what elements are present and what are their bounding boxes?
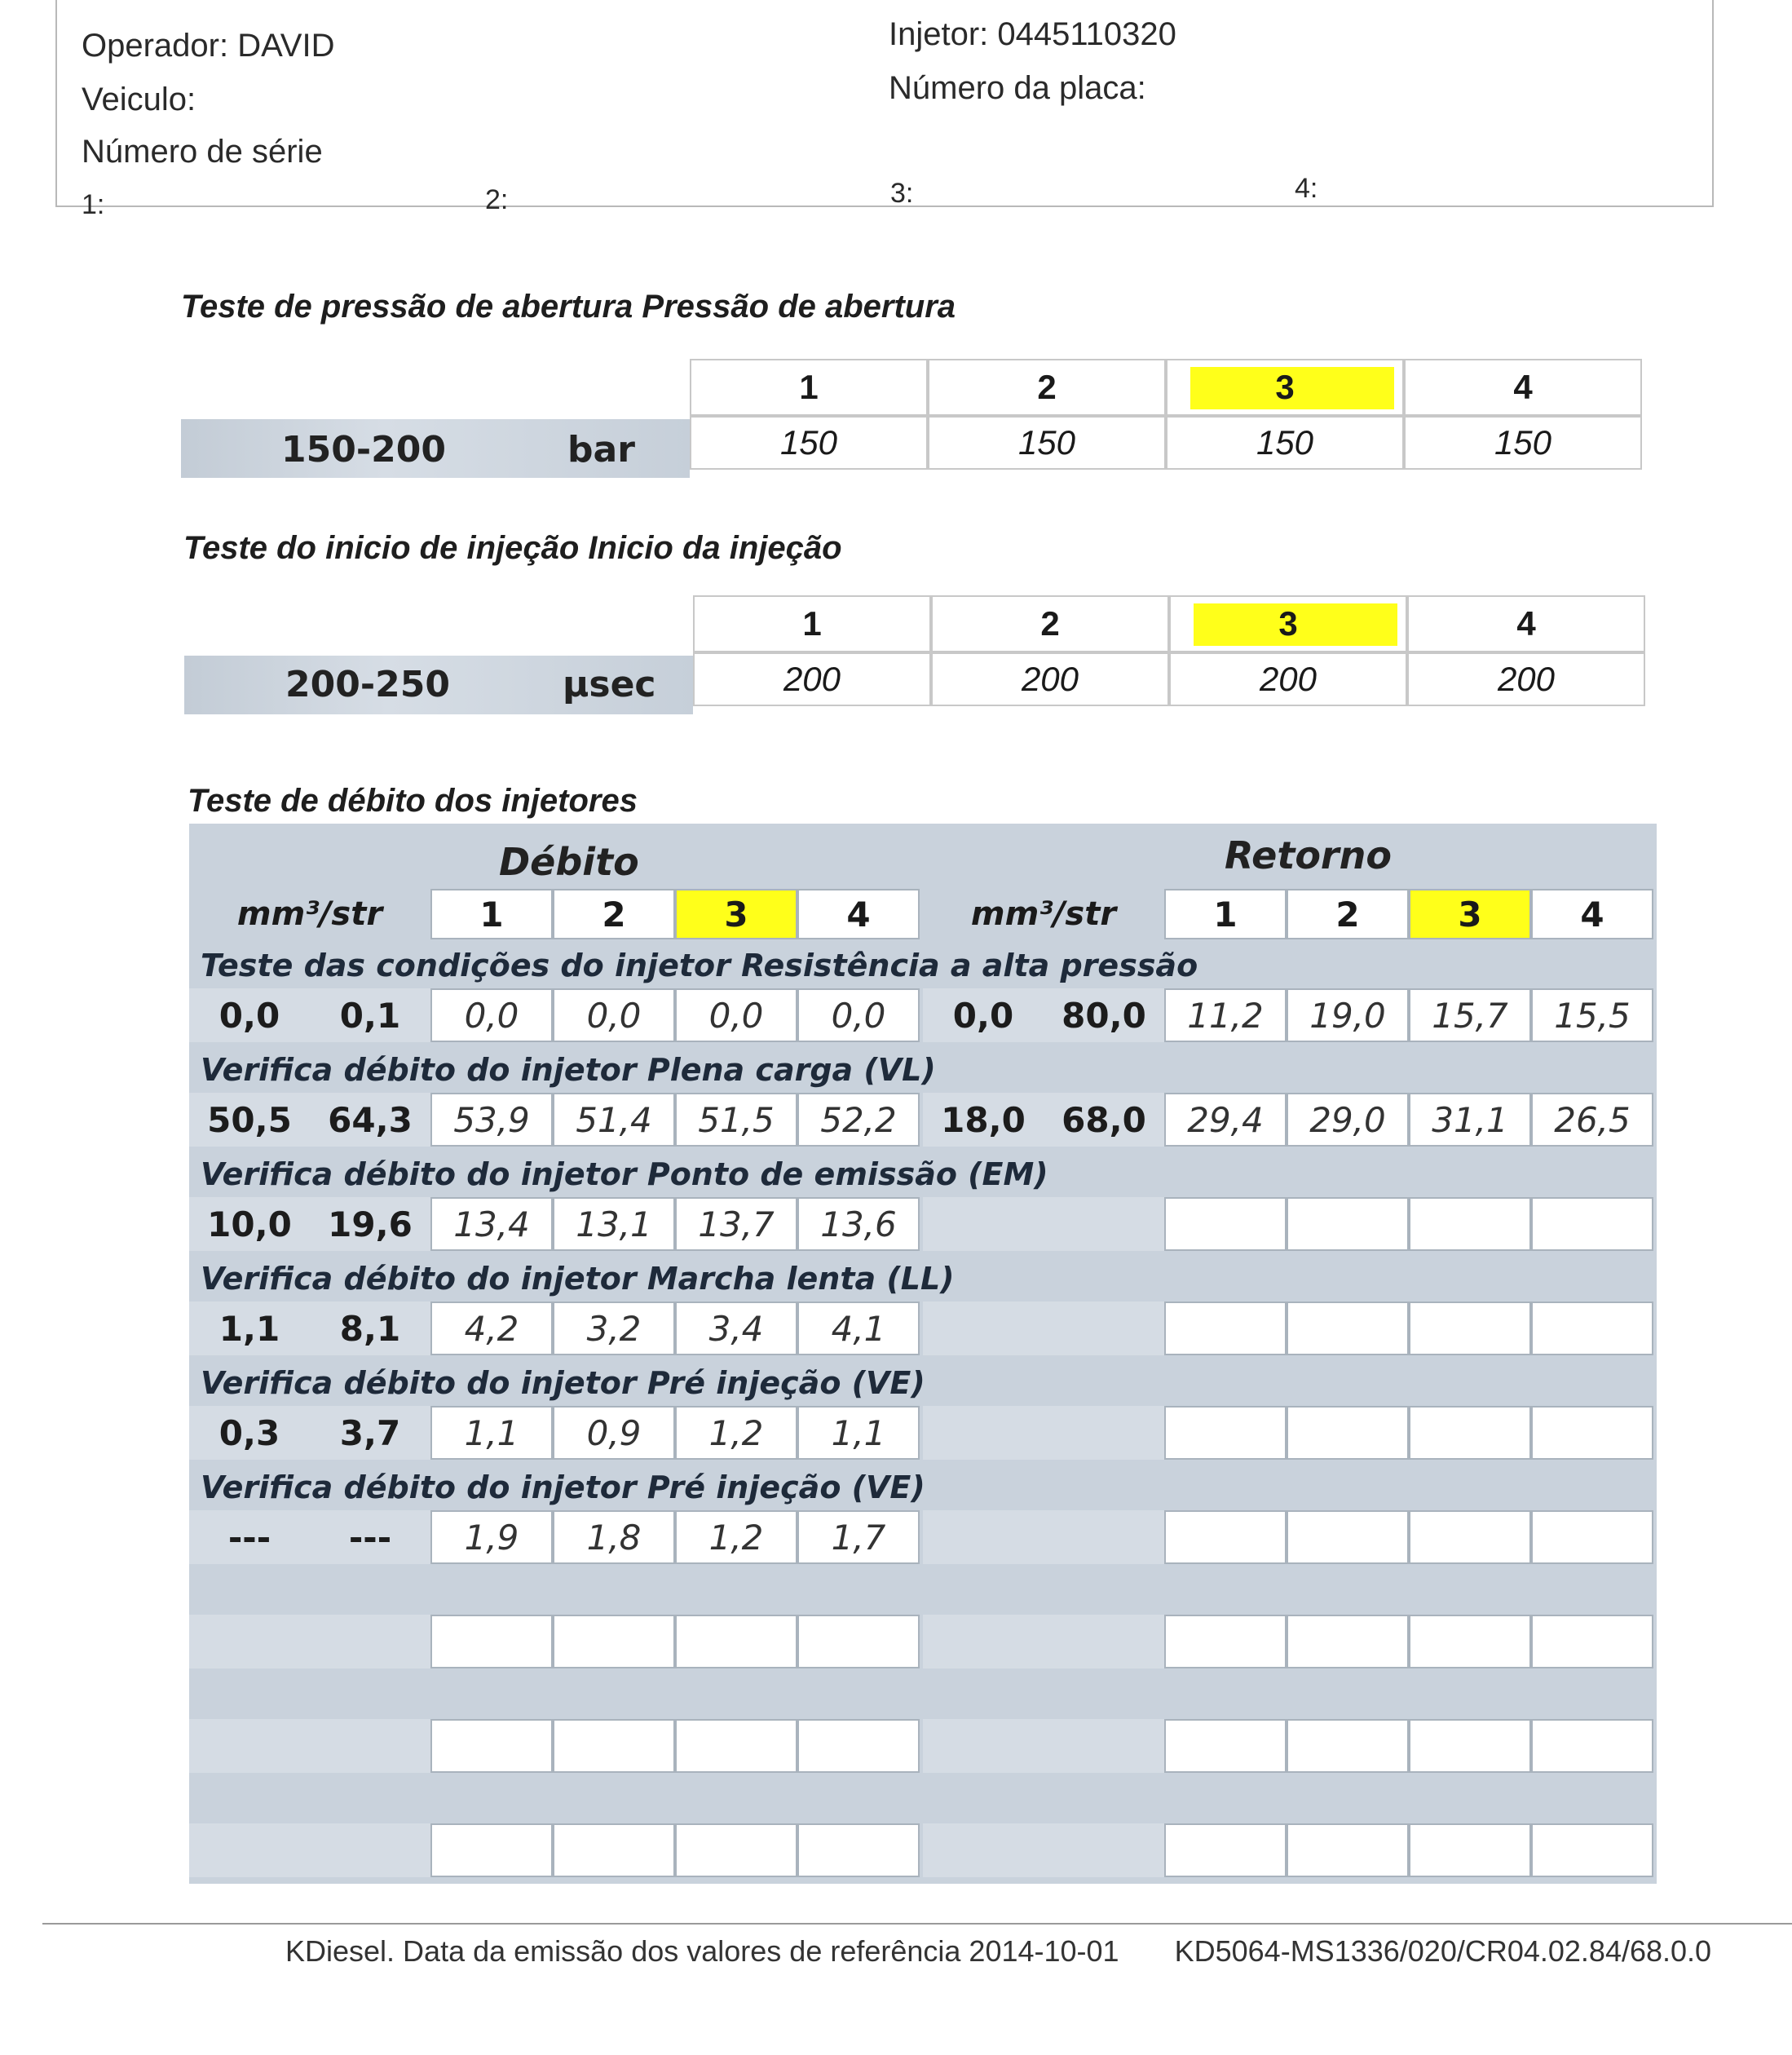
- retorno-value-cell: [1287, 1823, 1409, 1877]
- debito-ref-cell: 0,1: [310, 988, 430, 1042]
- injection_start-value-1: 200: [693, 652, 931, 706]
- debito-ref-cell: 19,6: [310, 1197, 430, 1251]
- retorno-value-cell: [1164, 1302, 1287, 1355]
- debito-value-cell: 4,1: [797, 1302, 920, 1355]
- opening_pressure-col-3: 3: [1166, 359, 1404, 416]
- retorno-ref-cell: [923, 1406, 1044, 1460]
- debito-value-cell: 13,7: [675, 1197, 797, 1251]
- retorno-ref-cell: [1044, 1510, 1164, 1564]
- debito-value-cell: 1,7: [797, 1510, 920, 1564]
- debito-ref-cell: 0,0: [189, 988, 310, 1042]
- flow-row-label: Verifica débito do injetor Marcha lenta (LL): [201, 1261, 955, 1297]
- retorno-ref-cell: [1044, 1302, 1164, 1355]
- debito-col-1: 1: [430, 889, 553, 939]
- opening-pressure-title: Teste de pressão de abertura Pressão de abertura: [181, 289, 956, 325]
- injection_start-value-2: 200: [931, 652, 1169, 706]
- debito-value-cell: [430, 1719, 553, 1773]
- debito-value-cell: 13,6: [797, 1197, 920, 1251]
- debito-value-cell: 1,8: [553, 1510, 675, 1564]
- debito-value-cell: [675, 1615, 797, 1668]
- debito-unit: mm³/str: [236, 895, 383, 933]
- footer-code: KD5064-MS1336/020/CR04.02.84/68.0.0: [1174, 1934, 1712, 1968]
- opening_pressure-value-1: 150: [690, 416, 928, 470]
- debito-value-cell: 52,2: [797, 1093, 920, 1147]
- flow-row-label: Verifica débito do injetor Pré injeção (VE): [201, 1365, 925, 1401]
- opening-pressure-range: 150-200: [281, 429, 446, 471]
- debito-ref-cell: 8,1: [310, 1302, 430, 1355]
- debito-value-cell: 0,0: [430, 988, 553, 1042]
- debito-ref-cell: 64,3: [310, 1093, 430, 1147]
- debito-value-cell: 13,4: [430, 1197, 553, 1251]
- retorno-value-cell: [1287, 1615, 1409, 1668]
- serial-slot-1: 1:: [82, 189, 105, 220]
- retorno-value-cell: [1164, 1615, 1287, 1668]
- retorno-value-cell: [1164, 1406, 1287, 1460]
- debito-value-cell: 3,2: [553, 1302, 675, 1355]
- retorno-ref-cell: 18,0: [923, 1093, 1044, 1147]
- retorno-col-1: 1: [1164, 889, 1287, 939]
- retorno-value-cell: [1287, 1302, 1409, 1355]
- debito-value-cell: [797, 1615, 920, 1668]
- debito-value-cell: 51,4: [553, 1093, 675, 1147]
- injection-start-unit: µsec: [563, 664, 656, 705]
- retorno-value-cell: 31,1: [1409, 1093, 1531, 1147]
- debito-value-cell: 53,9: [430, 1093, 553, 1147]
- retorno-ref-cell: 68,0: [1044, 1093, 1164, 1147]
- retorno-ref-cell: [923, 1823, 1044, 1877]
- retorno-value-cell: 19,0: [1287, 988, 1409, 1042]
- flow-row-label: Verifica débito do injetor Ponto de emissão (EM): [201, 1156, 1048, 1192]
- retorno-value-cell: [1531, 1302, 1653, 1355]
- retorno-ref-cell: [1044, 1615, 1164, 1668]
- injection_start-col-2: 2: [931, 595, 1169, 652]
- injection_start-col-4: 4: [1407, 595, 1645, 652]
- retorno-value-cell: [1531, 1823, 1653, 1877]
- debito-ref-cell: ---: [189, 1510, 310, 1564]
- retorno-value-cell: [1409, 1197, 1531, 1251]
- retorno-value-cell: 15,7: [1409, 988, 1531, 1042]
- retorno-value-cell: [1287, 1406, 1409, 1460]
- debito-value-cell: [553, 1719, 675, 1773]
- footer-text: KDiesel. Data da emissão dos valores de referência 2014-10-01: [285, 1934, 1119, 1968]
- flow-row-label: Teste das condições do injetor Resistência a alta pressão: [201, 948, 1198, 983]
- retorno-ref-cell: [923, 1615, 1044, 1668]
- debito-value-cell: [675, 1719, 797, 1773]
- debito-ref-cell: [189, 1719, 310, 1773]
- flow-row-label: Verifica débito do injetor Pré injeção (VE): [201, 1469, 925, 1505]
- debito-value-cell: 51,5: [675, 1093, 797, 1147]
- opening_pressure-value-4: 150: [1404, 416, 1642, 470]
- retorno-value-cell: [1287, 1197, 1409, 1251]
- retorno-col-2: 2: [1287, 889, 1409, 939]
- injection_start-col-1: 1: [693, 595, 931, 652]
- debito-value-cell: [797, 1719, 920, 1773]
- retorno-value-cell: [1409, 1510, 1531, 1564]
- serial-slot-4: 4:: [1295, 173, 1318, 204]
- serial-slot-3: 3:: [890, 178, 914, 209]
- injection_start-col-3: 3: [1169, 595, 1407, 652]
- opening_pressure-col-2: 2: [928, 359, 1166, 416]
- debito-col-2: 2: [553, 889, 675, 939]
- operator-text: Operador: DAVID: [82, 28, 335, 64]
- debito-ref-cell: [310, 1823, 430, 1877]
- retorno-value-cell: 29,4: [1164, 1093, 1287, 1147]
- flow-row-label: Verifica débito do injetor Plena carga (VL): [201, 1052, 936, 1088]
- debito-ref-cell: 10,0: [189, 1197, 310, 1251]
- debito-ref-cell: 50,5: [189, 1093, 310, 1147]
- retorno-value-cell: [1164, 1823, 1287, 1877]
- retorno-ref-cell: 0,0: [923, 988, 1044, 1042]
- plate-text: Número da placa:: [889, 70, 1146, 106]
- debito-ref-cell: [310, 1615, 430, 1668]
- retorno-ref-cell: [923, 1719, 1044, 1773]
- debito-value-cell: 1,1: [430, 1406, 553, 1460]
- retorno-value-cell: [1409, 1719, 1531, 1773]
- retorno-ref-cell: [1044, 1823, 1164, 1877]
- opening-pressure-unit: bar: [567, 429, 635, 471]
- retorno-value-cell: [1287, 1719, 1409, 1773]
- retorno-value-cell: [1531, 1406, 1653, 1460]
- retorno-ref-cell: [923, 1197, 1044, 1251]
- debito-ref-cell: [189, 1615, 310, 1668]
- retorno-value-cell: [1409, 1615, 1531, 1668]
- debito-ref-cell: 3,7: [310, 1406, 430, 1460]
- retorno-value-cell: [1164, 1719, 1287, 1773]
- debito-value-cell: 1,2: [675, 1510, 797, 1564]
- retorno-value-cell: [1531, 1197, 1653, 1251]
- injector-text: Injetor: 0445110320: [889, 16, 1176, 52]
- debito-value-cell: [553, 1823, 675, 1877]
- debito-ref-cell: 0,3: [189, 1406, 310, 1460]
- retorno-ref-cell: [923, 1510, 1044, 1564]
- debito-ref-cell: [189, 1823, 310, 1877]
- retorno-unit: mm³/str: [970, 895, 1117, 933]
- retorno-ref-cell: [923, 1302, 1044, 1355]
- injection-start-title: Teste do inicio de injeção Inicio da injeção: [183, 530, 842, 566]
- debito-value-cell: 13,1: [553, 1197, 675, 1251]
- injection-start-range: 200-250: [285, 664, 450, 705]
- debito-value-cell: 0,9: [553, 1406, 675, 1460]
- debito-value-cell: 0,0: [553, 988, 675, 1042]
- debito-value-cell: 1,1: [797, 1406, 920, 1460]
- debito-value-cell: [430, 1823, 553, 1877]
- opening_pressure-value-2: 150: [928, 416, 1166, 470]
- debito-value-cell: 0,0: [797, 988, 920, 1042]
- retorno-value-cell: [1531, 1510, 1653, 1564]
- footer-divider: [42, 1923, 1792, 1925]
- flow-test-title: Teste de débito dos injetores: [188, 783, 638, 819]
- debito-value-cell: 1,9: [430, 1510, 553, 1564]
- retorno-value-cell: [1287, 1510, 1409, 1564]
- opening_pressure-col-4: 4: [1404, 359, 1642, 416]
- vehicle-text: Veiculo:: [82, 82, 196, 117]
- retorno-ref-cell: [1044, 1719, 1164, 1773]
- debito-value-cell: 1,2: [675, 1406, 797, 1460]
- debito-value-cell: 0,0: [675, 988, 797, 1042]
- opening_pressure-value-3: 150: [1166, 416, 1404, 470]
- retorno-col-4: 4: [1531, 889, 1653, 939]
- debito-value-cell: [797, 1823, 920, 1877]
- retorno-ref-cell: [1044, 1197, 1164, 1251]
- debito-ref-cell: 1,1: [189, 1302, 310, 1355]
- debito-value-cell: 3,4: [675, 1302, 797, 1355]
- debito-value-cell: 4,2: [430, 1302, 553, 1355]
- retorno-ref-cell: [1044, 1406, 1164, 1460]
- debito-value-cell: [675, 1823, 797, 1877]
- retorno-group-label: Retorno: [1225, 833, 1392, 877]
- retorno-value-cell: 11,2: [1164, 988, 1287, 1042]
- debito-ref-cell: ---: [310, 1510, 430, 1564]
- flow-test-table: [189, 824, 1657, 1884]
- retorno-value-cell: [1531, 1615, 1653, 1668]
- debito-ref-cell: [310, 1719, 430, 1773]
- serial-slot-2: 2:: [485, 184, 509, 215]
- retorno-ref-cell: 80,0: [1044, 988, 1164, 1042]
- retorno-value-cell: [1409, 1406, 1531, 1460]
- retorno-value-cell: [1164, 1197, 1287, 1251]
- debito-value-cell: [430, 1615, 553, 1668]
- debito-value-cell: [553, 1615, 675, 1668]
- injection_start-value-4: 200: [1407, 652, 1645, 706]
- debito-group-label: Débito: [499, 840, 639, 884]
- retorno-value-cell: 29,0: [1287, 1093, 1409, 1147]
- retorno-value-cell: [1531, 1719, 1653, 1773]
- retorno-value-cell: [1409, 1823, 1531, 1877]
- debito-col-3: 3: [675, 889, 797, 939]
- serial-text: Número de série: [82, 134, 323, 170]
- footer: [285, 1934, 1711, 1969]
- retorno-value-cell: [1409, 1302, 1531, 1355]
- retorno-col-3: 3: [1409, 889, 1531, 939]
- retorno-value-cell: 15,5: [1531, 988, 1653, 1042]
- injection_start-value-3: 200: [1169, 652, 1407, 706]
- opening_pressure-col-1: 1: [690, 359, 928, 416]
- retorno-value-cell: 26,5: [1531, 1093, 1653, 1147]
- retorno-value-cell: [1164, 1510, 1287, 1564]
- debito-col-4: 4: [797, 889, 920, 939]
